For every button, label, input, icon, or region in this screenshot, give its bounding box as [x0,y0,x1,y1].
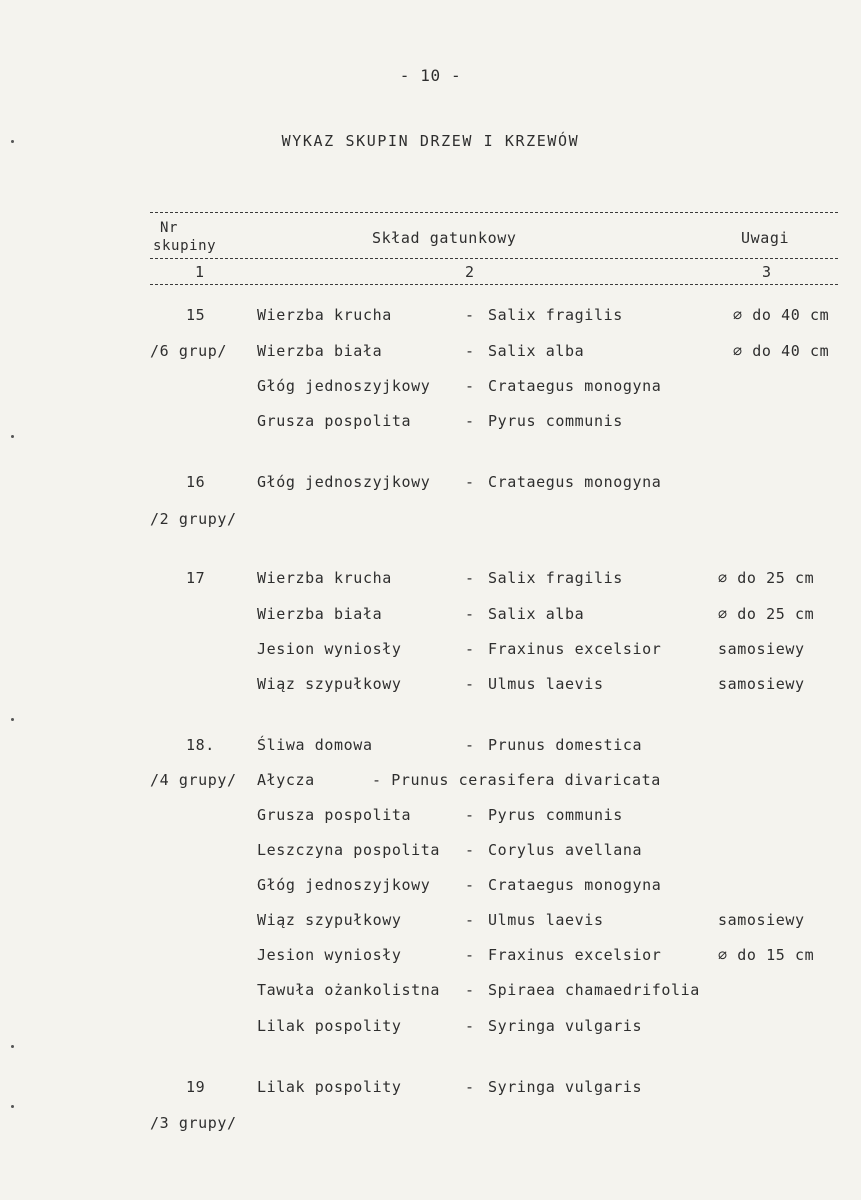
species-polish-name: Grusza pospolita [257,806,412,824]
species-dash: - [465,736,475,754]
species-remarks: samosiewy [718,675,805,693]
species-remarks: samosiewy [718,640,805,658]
species-polish-name: Wiąz szypułkowy [257,911,402,929]
species-dash: - [465,640,475,658]
species-latin-name: Crataegus monogyna [488,876,662,894]
species-remarks: ∅ do 25 cm [718,569,815,587]
species-latin-name: Salix fragilis [488,306,623,324]
species-latin-name: Crataegus monogyna [488,473,662,491]
species-polish-name: Tawuła ożankolistna [257,981,440,999]
group-number: 19 [186,1078,206,1096]
group-number: 18. [186,736,215,754]
group-count: /3 grupy/ [150,1114,237,1132]
species-dash: - [465,946,475,964]
species-polish-name: Wierzba biała [257,342,383,360]
species-latin-name: Corylus avellana [488,841,643,859]
species-remarks: ∅ do 25 cm [718,605,815,623]
species-latin-name: Spiraea chamaedrifolia [488,981,700,999]
column-number-1: 1 [195,263,205,281]
margin-mark [11,140,14,143]
group-count: /6 grup/ [150,342,228,360]
species-polish-name: Jesion wyniosły [257,946,402,964]
table-rule-header [150,258,838,259]
column-number-3: 3 [762,263,772,281]
species-latin-name: Syringa vulgaris [488,1078,643,1096]
species-dash: - [465,412,475,430]
species-latin-name: Salix alba [488,342,585,360]
species-dash: - [465,876,475,894]
species-dash: - [465,473,475,491]
species-latin-name: Ulmus laevis [488,675,604,693]
species-remarks: ∅ do 15 cm [718,946,815,964]
species-latin-name: Salix fragilis [488,569,623,587]
document-title: WYKAZ SKUPIN DRZEW I KRZEWÓW [281,132,580,150]
species-dash: - [465,569,475,587]
species-polish-name: Wierzba krucha [257,569,392,587]
group-number: 15 [186,306,206,324]
species-dash: - [465,1017,475,1035]
species-latin-name: Ulmus laevis [488,911,604,929]
margin-mark [11,1105,14,1108]
header-skupiny: skupiny [153,238,217,254]
margin-mark [11,1045,14,1048]
species-latin-name: Fraxinus excelsior [488,640,662,658]
species-latin-name: Prunus domestica [488,736,643,754]
species-dash: - [465,911,475,929]
table-rule-top [150,212,838,213]
margin-mark [11,435,14,438]
species-polish-name: Wierzba krucha [257,306,392,324]
margin-mark [11,718,14,721]
species-dash: - [465,841,475,859]
species-dash: - [465,342,475,360]
species-polish-name: Grusza pospolita [257,412,412,430]
table-rule-numbers [150,284,838,285]
species-latin-name: Pyrus communis [488,806,623,824]
header-nr: Nr [160,220,179,236]
species-remarks: ∅ do 40 cm [733,306,830,324]
species-polish-name: Śliwa domowa [257,736,373,754]
header-sklad-gatunkowy: Skład gatunkowy [372,229,517,247]
species-polish-name: Wiąz szypułkowy [257,675,402,693]
species-polish-name: Wierzba biała [257,605,383,623]
species-polish-name: Głóg jednoszyjkowy [257,473,431,491]
species-polish-name: Jesion wyniosły [257,640,402,658]
species-polish-name: Głóg jednoszyjkowy [257,876,431,894]
species-latin-name: Salix alba [488,605,585,623]
species-remarks: ∅ do 40 cm [733,342,830,360]
species-dash: - [465,806,475,824]
species-latin-name: Syringa vulgaris [488,1017,643,1035]
species-latin-name: Fraxinus excelsior [488,946,662,964]
species-latin-name: Crataegus monogyna [488,377,662,395]
species-polish-name: Leszczyna pospolita [257,841,440,859]
column-number-2: 2 [465,263,475,281]
species-polish-name: Lilak pospolity [257,1078,402,1096]
species-remarks: samosiewy [718,911,805,929]
group-count: /4 grupy/ [150,771,237,789]
species-dash: - [465,675,475,693]
species-polish-name: Lilak pospolity [257,1017,402,1035]
species-dash: - [465,605,475,623]
species-dash: - [465,377,475,395]
page-number: - 10 - [399,66,462,85]
group-count: /2 grupy/ [150,510,237,528]
group-number: 16 [186,473,206,491]
group-number: 17 [186,569,206,587]
species-dash: - [465,981,475,999]
species-dash: - [465,1078,475,1096]
species-latin-name: - Prunus cerasifera divaricata [372,771,661,789]
species-latin-name: Pyrus communis [488,412,623,430]
species-polish-name: Ałycza [257,771,315,789]
header-uwagi: Uwagi [741,229,790,247]
species-dash: - [465,306,475,324]
species-polish-name: Głóg jednoszyjkowy [257,377,431,395]
